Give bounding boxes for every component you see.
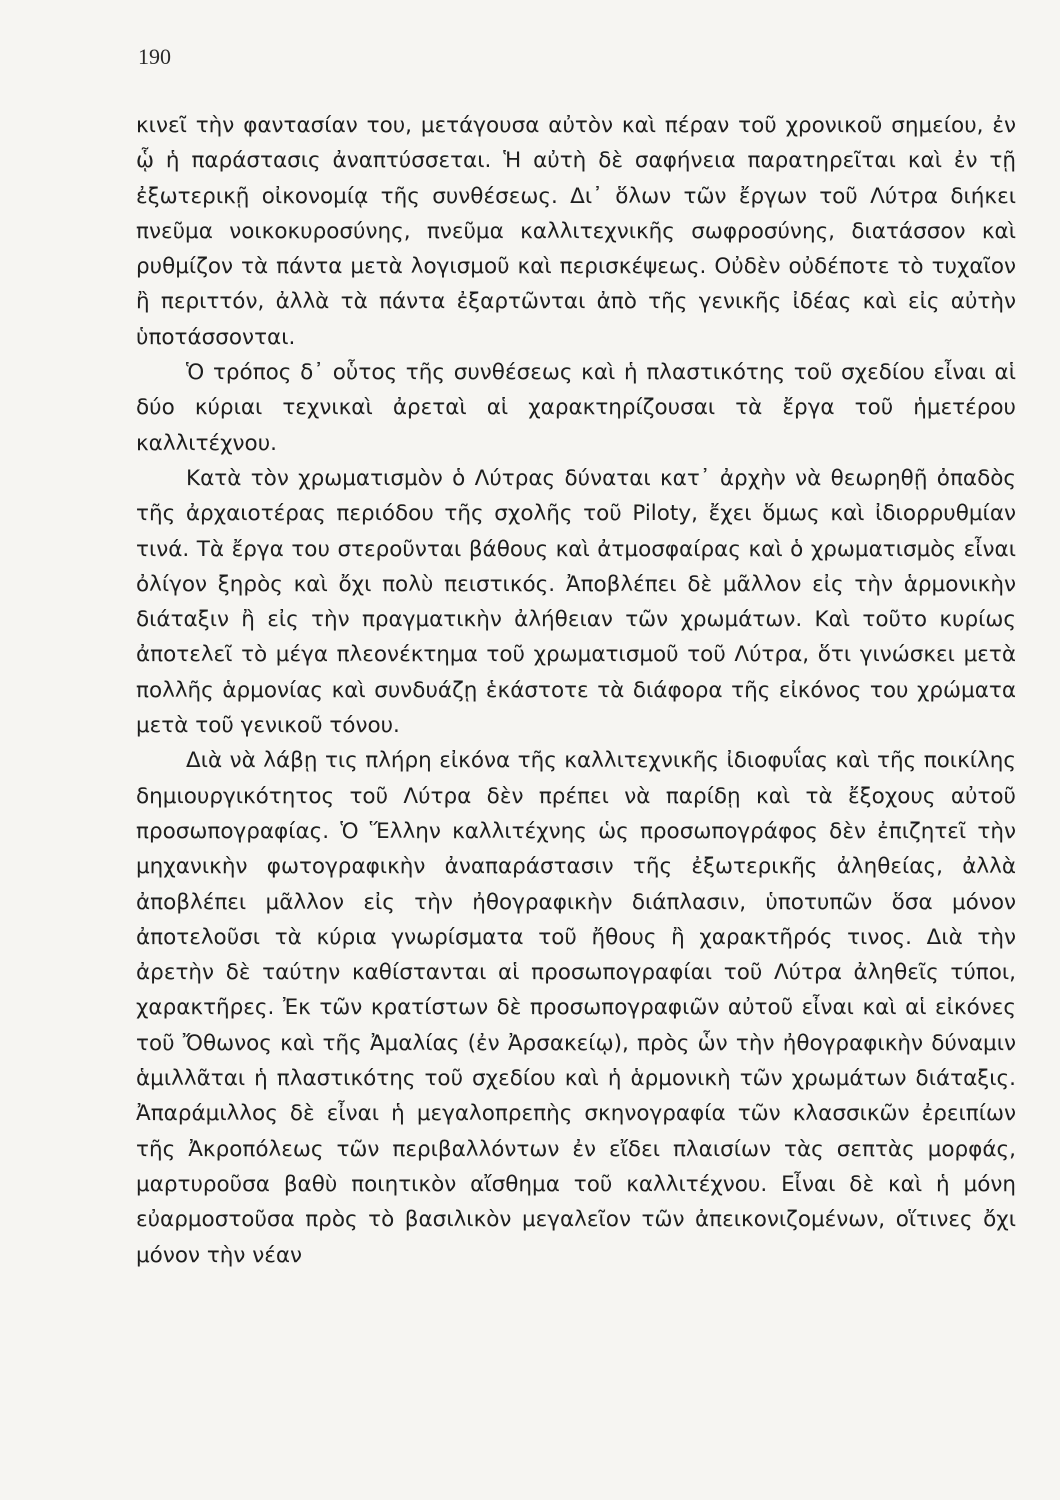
paragraph-3: Κατὰ τὸν χρωματισμὸν ὁ Λύτρας δύναται κατ᾽ ἀρχὴν νὰ θεωρηθῇ ὀπαδὸς τῆς ἀρχαιοτέρας περιόδου τῆς σχολῆς τοῦ Piloty, ἔχει ὅμως καὶ ἰδιορρυθμίαν τινά. Τὰ ἔργα του στεροῦνται βάθους καὶ ἀτμοσφαίρας καὶ ὁ χρωματισμὸς εἶναι ὀλίγον ξηρὸς καὶ ὄχι πολὺ πειστικός. Ἀποβλέπει δὲ μᾶλλον εἰς τὴν ἁρμονικὴν διάταξιν ἢ εἰς τὴν πραγματικὴν ἀλήθειαν τῶν χρωμάτων. Καὶ τοῦτο κυρίως ἀποτελεῖ τὸ μέγα πλεονέκτημα τοῦ χρωματισμοῦ τοῦ Λύτρα, ὅτι γινώσκει μετὰ πολλῆς ἁρμονίας καὶ συνδυάζῃ ἑκάστοτε τὰ διάφορα τῆς εἰκόνος του χρώματα μετὰ τοῦ γενικοῦ τόνου. xyxy=(136,465,1016,739)
paragraph-4: Διὰ νὰ λάβῃ τις πλήρη εἰκόνα τῆς καλλιτεχνικῆς ἰδιοφυΐας καὶ τῆς ποικίλης δημιουργικότητος τοῦ Λύτρα δὲν πρέπει νὰ παρίδῃ καὶ τὰ ἔξοχους αὐτοῦ προσωπογραφίας. Ὁ Ἕλλην καλλιτέχνης ὡς προσωπογράφος δὲν ἐπιζητεῖ τὴν μηχανικὴν φωτογραφικὴν ἀναπαράστασιν τῆς ἐξωτερικῆς ἀληθείας, ἀλλὰ ἀποβλέπει μᾶλλον εἰς τὴν ἠθογραφικὴν διάπλασιν, ὑποτυπῶν ὅσα μόνον ἀποτελοῦσι τὰ κύρια γνωρίσματα τοῦ ἤθους ἢ χαρακτῆρός τινος. Διὰ τὴν ἀρετὴν δὲ ταύτην καθίστανται αἱ προσωπογραφίαι τοῦ Λύτρα ἀληθεῖς τύποι, χαρακτῆρες. Ἐκ τῶν κρατίστων δὲ προσωπογραφιῶν αὐτοῦ εἶναι καὶ αἱ εἰκόνες τοῦ Ὄθωνος καὶ τῆς Ἀμαλίας (ἐν Ἀρσακείῳ), πρὸς ὧν τὴν ἠθογραφικὴν δύναμιν ἁμιλλᾶται ἡ πλαστικότης τοῦ σχεδίου καὶ ἡ ἁρμονικὴ τῶν χρωμάτων διάταξις. Ἀπαράμιλλος δὲ εἶναι ἡ μεγαλοπρεπὴς σκηνογραφία τῶν κλασσικῶν ἐρειπίων τῆς Ἀκροπόλεως τῶν περιβαλλόντων ἐν εἴδει πλαισίων τὰς σεπτὰς μορφάς, μαρτυροῦσα βαθὺ ποιητικὸν αἴσθημα τοῦ καλλιτέχνου. Εἶναι δὲ καὶ ἡ μόνη εὐαρμοστοῦσα πρὸς τὸ βασιλικὸν μεγαλεῖον τῶν ἀπεικονιζομένων, οἵτινες ὄχι μόνον τὴν νέαν xyxy=(136,748,1016,1268)
body-text xyxy=(136,108,1016,1273)
paragraph-2: Ὁ τρόπος δ᾽ οὗτος τῆς συνθέσεως καὶ ἡ πλαστικότης τοῦ σχεδίου εἶναι αἱ δύο κύριαι τεχνικαὶ ἀρεταὶ αἱ χαρακτηρίζουσαι τὰ ἔργα τοῦ ἡμετέρου καλλιτέχνου. xyxy=(136,360,1016,456)
page-number: 190 xyxy=(138,44,171,69)
paragraph-1: κινεῖ τὴν φαντασίαν του, μετάγουσα αὐτὸν καὶ πέραν τοῦ χρονικοῦ σημείου, ἐν ᾧ ἡ παράστασις ἀναπτύσσεται. Ἡ αὐτὴ δὲ σαφήνεια παρατηρεῖται καὶ ἐν τῇ ἐξωτερικῇ οἰκονομίᾳ τῆς συνθέσεως. Δι᾽ ὅλων τῶν ἔργων τοῦ Λύτρα διήκει πνεῦμα νοικοκυροσύνης, πνεῦμα καλλιτεχνικῆς σωφροσύνης, διατάσσον καὶ ρυθμίζον τὰ πάντα μετὰ λογισμοῦ καὶ περισκέψεως. Οὐδὲν οὐδέποτε τὸ τυχαῖον ἢ περιττόν, ἀλλὰ τὰ πάντα ἐξαρτῶνται ἀπὸ τῆς γενικῆς ἰδέας καὶ εἰς αὐτὴν ὑποτάσσονται. xyxy=(136,113,1016,350)
